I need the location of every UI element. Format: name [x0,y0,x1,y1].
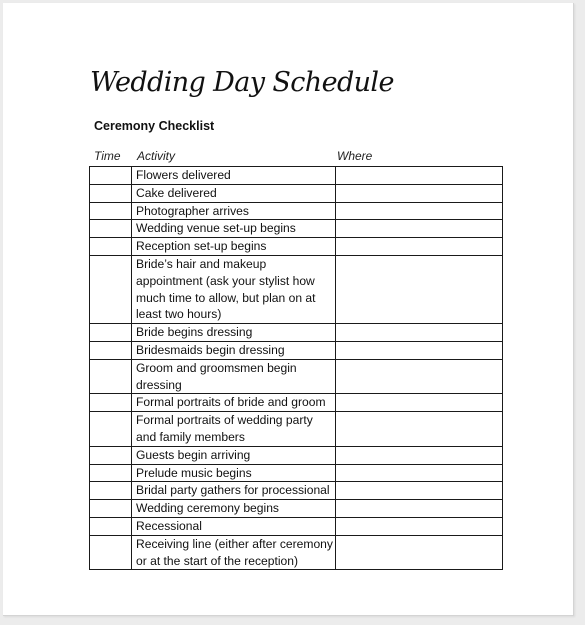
activity-cell: Flowers delivered [132,167,336,185]
section-heading: Ceremony Checklist [94,119,215,133]
where-cell [336,341,503,359]
table-row [90,238,503,256]
table-row [90,341,503,359]
where-cell [336,255,503,323]
table-row [90,517,503,535]
time-cell [90,517,132,535]
column-header-time: Time [94,149,121,163]
where-cell [336,202,503,220]
table-row [90,535,503,570]
activity-cell: Wedding venue set-up begins [132,220,336,238]
activity-cell: Bridesmaids begin dressing [132,341,336,359]
time-cell [90,359,132,394]
where-cell [336,324,503,342]
table-row [90,220,503,238]
table-row [90,255,503,323]
where-cell [336,517,503,535]
time-cell [90,184,132,202]
activity-cell: Cake delivered [132,184,336,202]
where-cell [336,167,503,185]
activity-cell: Wedding ceremony begins [132,500,336,518]
time-cell [90,341,132,359]
where-cell [336,359,503,394]
time-cell [90,446,132,464]
time-cell [90,202,132,220]
activity-cell: Formal portraits of bride and groom [132,394,336,412]
time-cell [90,394,132,412]
where-cell [336,220,503,238]
where-cell [336,184,503,202]
time-cell [90,167,132,185]
activity-cell: Recessional [132,517,336,535]
activity-cell: Formal portraits of wedding party and family members [132,412,336,447]
activity-cell: Receiving line (either after ceremony or at the start of the reception) [132,535,336,570]
activity-cell: Bridal party gathers for processional [132,482,336,500]
document-title: Wedding Day Schedule [90,67,394,98]
time-cell [90,412,132,447]
time-cell [90,535,132,570]
where-cell [336,394,503,412]
where-cell [336,500,503,518]
checklist-body [90,167,503,570]
column-header-activity: Activity [137,149,176,163]
table-row [90,324,503,342]
table-row [90,184,503,202]
time-cell [90,482,132,500]
activity-cell: Photographer arrives [132,202,336,220]
time-cell [90,220,132,238]
where-cell [336,412,503,447]
column-header-where: Where [337,149,373,163]
time-cell [90,500,132,518]
activity-cell: Groom and groomsmen begin dressing [132,359,336,394]
time-cell [90,255,132,323]
ceremony-checklist-table [89,166,503,570]
where-cell [336,482,503,500]
table-row [90,482,503,500]
activity-cell: Bride’s hair and makeup appointment (ask your stylist how much time to allow, but plan on at least two hours) [132,255,336,323]
time-cell [90,324,132,342]
where-cell [336,535,503,570]
table-row [90,500,503,518]
time-cell [90,238,132,256]
table-row [90,394,503,412]
document-page [3,3,574,616]
time-cell [90,464,132,482]
table-row [90,167,503,185]
table-row [90,412,503,447]
table-row [90,202,503,220]
where-cell [336,446,503,464]
table-row [90,359,503,394]
where-cell [336,238,503,256]
activity-cell: Prelude music begins [132,464,336,482]
activity-cell: Guests begin arriving [132,446,336,464]
table-row [90,446,503,464]
where-cell [336,464,503,482]
activity-cell: Bride begins dressing [132,324,336,342]
table-row [90,464,503,482]
activity-cell: Reception set-up begins [132,238,336,256]
